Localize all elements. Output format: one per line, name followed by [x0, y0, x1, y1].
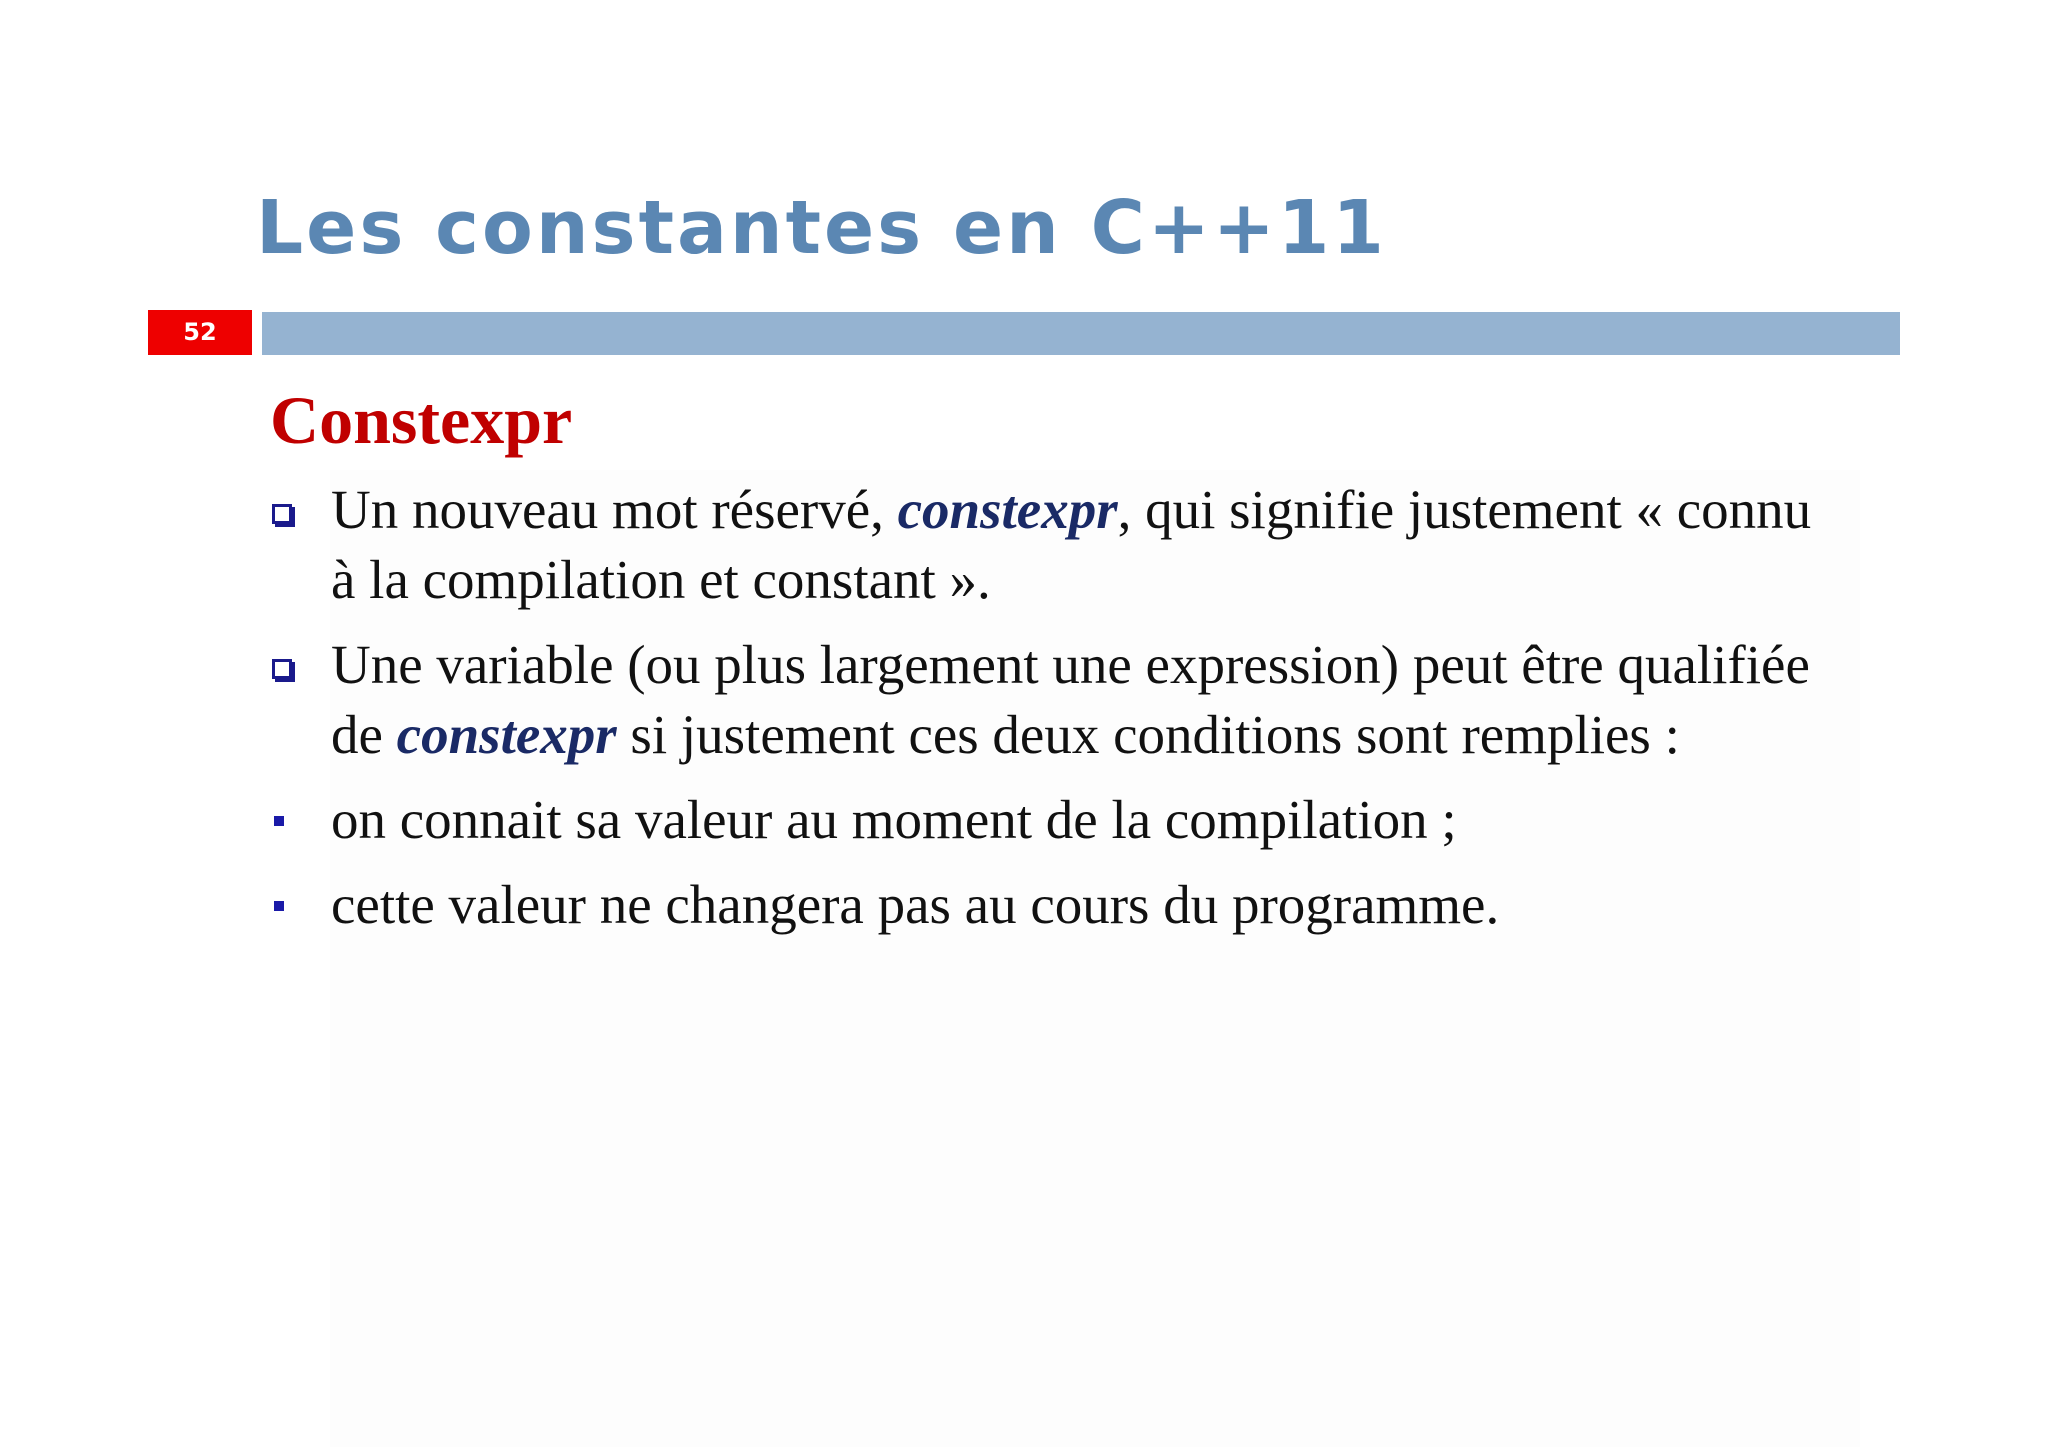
bullet-text-before: Une variable (ou plus largement une expression) peut être qualifiée de: [331, 634, 1810, 765]
bullet-text: on connait sa valeur au moment de la compilation ;: [331, 789, 1457, 850]
bullet-text-after: si justement ces deux conditions sont remplies :: [616, 704, 1680, 765]
bullet-text-before: Un nouveau mot réservé,: [331, 479, 898, 540]
bullet-item-condition-constant: [270, 870, 1830, 940]
constexpr-keyword: constexpr: [396, 704, 617, 765]
constexpr-keyword: constexpr: [897, 479, 1118, 540]
square-bullet-icon: [274, 816, 284, 826]
page-number-badge: 52: [148, 310, 252, 355]
bullet-item-constexpr-definition: [270, 475, 1830, 615]
square-bullet-icon: [274, 901, 284, 911]
slide-title: Les constantes en C++11: [256, 185, 1387, 271]
bullet-text: cette valeur ne changera pas au cours du programme.: [331, 874, 1500, 935]
bullet-list: [270, 475, 1830, 955]
title-underline-bar: [262, 312, 1900, 355]
checkbox-bullet-icon: [272, 659, 292, 679]
bullet-item-condition-compile-time: [270, 785, 1830, 855]
checkbox-bullet-icon: [272, 504, 292, 524]
bullet-item-constexpr-variable: [270, 630, 1830, 770]
section-heading: Constexpr: [270, 382, 573, 458]
bullet-text-after: , qui signifie justement « connu à la compilation et constant ».: [331, 479, 1812, 610]
